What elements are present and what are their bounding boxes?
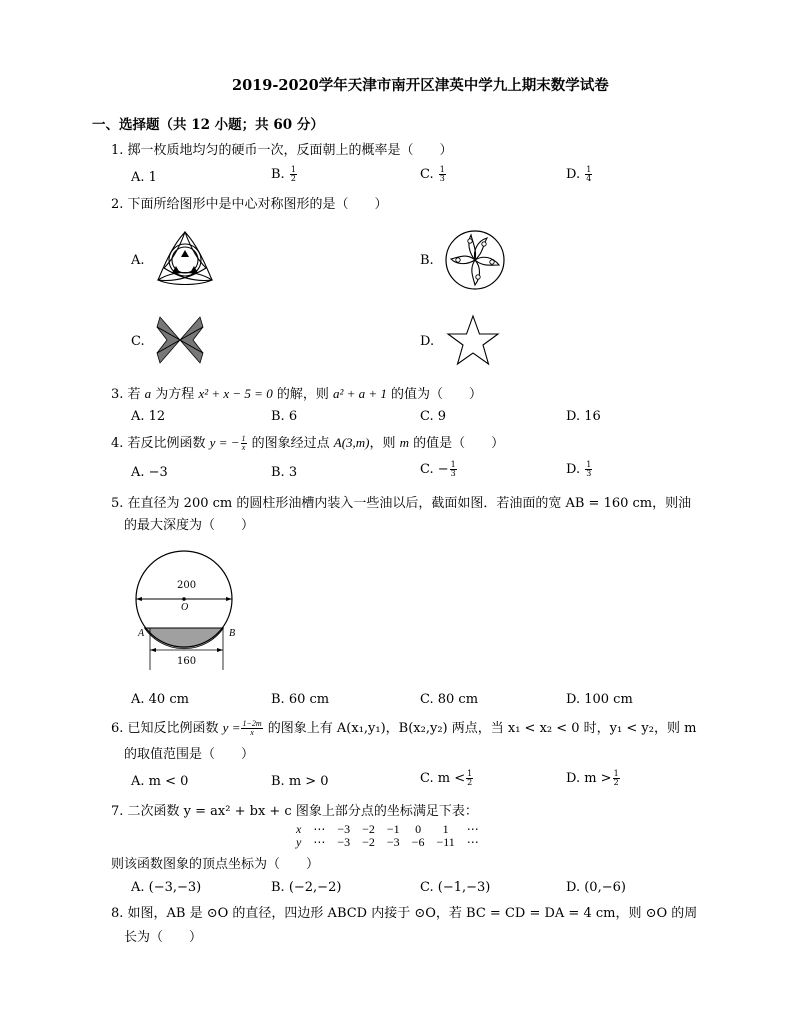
q4-option-d: D. $\frac{1}{3}$: [566, 460, 592, 478]
question-8-line-1: 8. 如图，AB 是 ⊙O 的直径，四边形 ABCD 内接于 ⊙O，若 BC = CD = DA = 4 cm，则 ⊙O 的周: [111, 906, 698, 921]
q5-option-d: D. 100 cm: [566, 692, 633, 707]
center-label: O: [181, 602, 189, 613]
table-cell: −6: [411, 835, 425, 849]
table-cell: −3: [386, 835, 400, 849]
question-5-line-1: 5. 在直径为 200 cm 的圆柱形油槽内装入一些油以后，截面如图．若油面的宽 AB = 160 cm，则油: [111, 496, 692, 511]
question-7-stem: 7. 二次函数 y = ax² + bx + c 图象上部分点的坐标满足下表：: [111, 804, 478, 819]
q5-option-a: A. 40 cm: [131, 692, 189, 707]
width-label: 160: [177, 656, 197, 667]
question-2-stem: 2. 下面所给图形中是中心对称图形的是（ ）: [111, 197, 388, 212]
table-cell: −11: [436, 835, 455, 849]
q5-option-b: B. 60 cm: [271, 692, 330, 707]
table-cell: −2: [362, 835, 375, 849]
table-cell: −3: [337, 835, 351, 849]
q6-option-a: A. m < 0: [131, 774, 189, 789]
q6-option-c: C. m < $\frac{1}{2}$: [420, 769, 473, 787]
question-6-line-1: 6. 已知反比例函数 y = $\frac{1-2m}{x}$ 的图象上有 A(x₁,y₁)，B(x₂,y₂) 两点，当 x₁ < x₂ < 0 时，y₁ < y₂，则 m: [111, 719, 697, 737]
question-4-stem: 4. 若反比例函数 y = − $\frac{1}{x}$ 的图象经过点 A(3,m)，则 m 的值是（ ）: [111, 434, 505, 452]
star-figure: [446, 314, 500, 368]
table-row-y: [290, 836, 485, 849]
table-cell: ⋯: [313, 822, 326, 836]
q4-option-c: C. − $\frac{1}{3}$: [420, 460, 456, 478]
section-heading-choice: 一、选择题（共 12 小题；共 60 分）: [92, 117, 324, 133]
table-cell: −2: [362, 822, 375, 836]
q3-option-c: C. 9: [420, 409, 447, 424]
table-cell: ⋯: [313, 835, 326, 849]
question-1-stem: 1. 掷一枚质地均匀的硬币一次，反面朝上的概率是（ ）: [111, 143, 453, 158]
q7-option-c: C. (−1,−3): [420, 880, 491, 895]
table-cell: ⋯: [466, 822, 479, 836]
q2-option-a-label: A.: [131, 253, 145, 268]
q2-option-b-label: B.: [420, 253, 434, 268]
q6-option-b: B. m > 0: [271, 774, 329, 789]
table-cell: −1: [386, 822, 400, 836]
q7-option-d: D. (0,−6): [566, 880, 626, 895]
q3-option-a: A. 12: [131, 409, 166, 424]
q3-option-d: D. 16: [566, 409, 601, 424]
q4-option-b: B. 3: [271, 465, 298, 480]
q2-option-c-label: C.: [131, 334, 145, 349]
table-cell: 0: [415, 822, 422, 836]
question-8-line-2: 长为（ ）: [124, 930, 203, 945]
question-5-line-2: 的最大深度为（ ）: [124, 518, 255, 533]
q5-option-c: C. 80 cm: [420, 692, 479, 707]
diameter-label: 200: [177, 580, 197, 591]
table-cell: x: [296, 822, 302, 836]
q7-option-b: B. (−2,−2): [271, 880, 342, 895]
table-cell: y: [296, 835, 302, 849]
document-title: 2019-2020学年天津市南开区津英中学九上期末数学试卷: [232, 77, 609, 94]
point-b-label: B: [229, 628, 236, 639]
question-7-line-2: 则该函数图象的顶点坐标为（ ）: [111, 857, 320, 872]
q1-option-c: C. $\frac{1}{3}$: [420, 165, 445, 183]
q6-option-d: D. m > $\frac{1}{2}$: [566, 769, 619, 787]
point-a-label: A: [138, 628, 145, 639]
pinwheel-figure: [443, 229, 507, 291]
triquetra-figure: [150, 228, 220, 290]
q7-option-a: A. (−3,−3): [131, 880, 202, 895]
q1-option-b: B. $\frac{1}{2}$: [271, 165, 296, 183]
q1-option-a: A. 1: [131, 170, 157, 185]
q3-option-b: B. 6: [271, 409, 298, 424]
q4-option-a: A. −3: [131, 465, 168, 480]
q1-option-d: D. $\frac{1}{4}$: [566, 165, 592, 183]
q7-value-table: [290, 823, 485, 849]
table-cell: ⋯: [466, 835, 479, 849]
question-3-stem: 3. 若 a 为方程 x² + x − 5 = 0 的解，则 a² + a + 1 的值为（ ）: [111, 386, 483, 402]
question-6-line-2: 的取值范围是（ ）: [124, 747, 255, 762]
rhombus-figure: [155, 315, 205, 365]
table-cell: −3: [337, 822, 351, 836]
table-cell: 1: [442, 822, 449, 836]
q2-option-d-label: D.: [420, 334, 435, 349]
